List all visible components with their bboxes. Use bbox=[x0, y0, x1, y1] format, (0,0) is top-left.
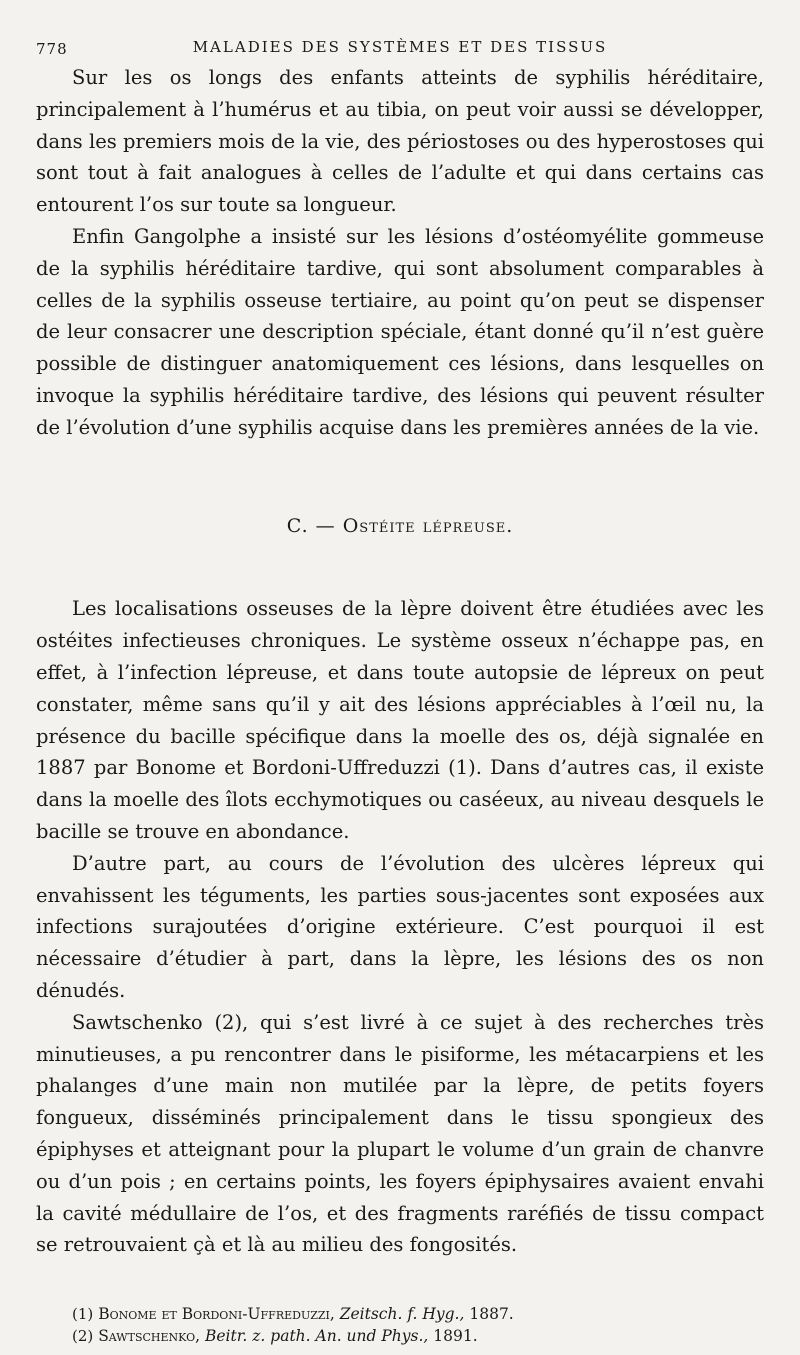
section-title: Ostéite lépreuse. bbox=[342, 514, 514, 537]
body-text bbox=[36, 62, 764, 1261]
paragraph: Sur les os longs des enfants atteints de syphilis héréditaire, principalement à l’humérus et au tibia, on peut voir aussi se développer, dans les premiers mois de la vie, des périostoses ou des hyperostoses qui sont tout à fait analogues à celles de l’adulte et qui dans certains cas entourent l’os sur toute sa longueur. bbox=[36, 66, 764, 217]
page-number: 778 bbox=[36, 40, 68, 58]
footnote-mark: (1) bbox=[72, 1305, 94, 1324]
footnote-mark: (2) bbox=[72, 1327, 94, 1346]
running-head bbox=[36, 26, 764, 62]
section-heading bbox=[36, 511, 764, 543]
section-letter: C. — bbox=[286, 514, 336, 537]
footnote-journal: Zeitsch. f. Hyg., bbox=[339, 1305, 465, 1324]
footnotes bbox=[36, 1303, 764, 1347]
paragraph: Les localisations osseuses de la lèpre doivent être étudiées avec les ostéites infectieuses chroniques. Le système osseux n’échappe pas, en effet, à l’infection lépreuse, et dans toute autopsie de lépreux on peut constater, même sans qu’il y ait des lésions appréciables à l’œil nu, la présence du bacille spécifique dans la moelle des os, déjà signalée en 1887 par Bonome et Bordoni-Uffreduzzi (1). Dans d’autres cas, il existe dans la moelle des îlots ecchymotiques ou caséeux, au niveau desquels le bacille se trouve en abondance. bbox=[36, 597, 764, 843]
footnote bbox=[72, 1325, 764, 1347]
footnote-author: Bonome et Bordoni-Uffreduzzi, bbox=[98, 1305, 335, 1324]
paragraph: D’autre part, au cours de l’évolution des ulcères lépreux qui envahissent les téguments, les parties sous-jacentes sont exposées aux infections surajoutées d’origine extérieure. C’est pourquoi il est nécessaire d’étudier à part, dans la lèpre, les lésions des os non dénudés. bbox=[36, 851, 764, 1002]
footnote-year: 1891. bbox=[433, 1327, 478, 1346]
paragraph: Enfin Gangolphe a insisté sur les lésions d’ostéomyélite gommeuse de la syphilis héréditaire tardive, qui sont absolument comparables à celles de la syphilis osseuse tertiaire, au point qu’on peut se dispenser de leur consacrer une description spéciale, étant donné qu’il n’est guère possible de distinguer anatomiquement ces lésions, dans lesquelles on invoque la syphilis héréditaire tardive, des lésions qui peuvent résulter de l’évolution d’une syphilis acquise dans les premières années de la vie. bbox=[36, 224, 764, 439]
footnote-journal: Beitr. z. path. An. und Phys., bbox=[204, 1327, 429, 1346]
footnote-author: Sawtschenko, bbox=[98, 1327, 201, 1346]
footnote-year: 1887. bbox=[469, 1305, 514, 1324]
paragraph: Sawtschenko (2), qui s’est livré à ce sujet à des recherches très minutieuses, a pu rencontrer dans le pisiforme, les métacarpiens et les phalanges d’une main non mutilée par la lèpre, de petits foyers fongueux, disséminés principalement dans le tissu spongieux des épiphyses et atteignant pour la plupart le volume d’un grain de chanvre ou d’un pois ; en certains points, les foyers épiphysaires avaient envahi la cavité médullaire de l’os, et des fragments raréfiés de tissu compact se retrouvaient çà et là au milieu des fongosités. bbox=[36, 1010, 764, 1257]
running-title: MALADIES DES SYSTÈMES ET DES TISSUS bbox=[192, 38, 608, 56]
footnote bbox=[72, 1303, 764, 1325]
